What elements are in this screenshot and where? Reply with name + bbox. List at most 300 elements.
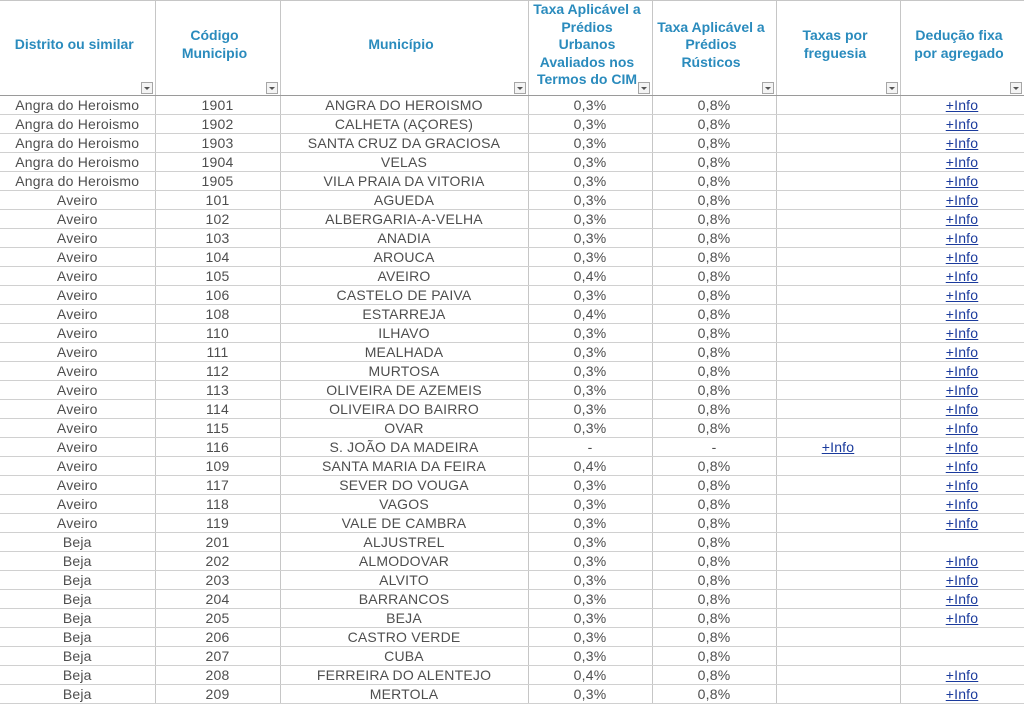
cell-deducao	[900, 513, 1024, 532]
cell-distrito: Beja	[0, 570, 155, 589]
cell-freguesia	[776, 494, 900, 513]
cell-municipio: VAGOS	[280, 494, 528, 513]
cell-municipio: ALJUSTREL	[280, 532, 528, 551]
cell-freguesia	[776, 456, 900, 475]
cell-municipio: MURTOSA	[280, 361, 528, 380]
cell-urbanos: 0,3%	[528, 209, 652, 228]
filter-dropdown-icon[interactable]	[1010, 82, 1022, 94]
cell-municipio: MEALHADA	[280, 342, 528, 361]
info-link[interactable]: +Info	[945, 267, 979, 284]
cell-freguesia	[776, 152, 900, 171]
cell-freguesia	[776, 475, 900, 494]
cell-codigo: 1901	[155, 95, 280, 114]
cell-urbanos: 0,4%	[528, 665, 652, 684]
cell-freguesia	[776, 418, 900, 437]
table-row	[0, 266, 1024, 285]
cell-freguesia	[776, 665, 900, 684]
cell-codigo: 108	[155, 304, 280, 323]
table-row	[0, 513, 1024, 532]
cell-urbanos: 0,3%	[528, 684, 652, 703]
cell-distrito: Aveiro	[0, 190, 155, 209]
cell-urbanos: 0,3%	[528, 114, 652, 133]
info-link[interactable]: +Info	[945, 590, 979, 607]
info-link[interactable]: +Info	[945, 324, 979, 341]
table-row	[0, 418, 1024, 437]
cell-freguesia	[776, 608, 900, 627]
cell-freguesia	[776, 285, 900, 304]
cell-distrito: Angra do Heroismo	[0, 171, 155, 190]
cell-deducao	[900, 285, 1024, 304]
cell-distrito: Aveiro	[0, 456, 155, 475]
cell-freguesia	[776, 589, 900, 608]
cell-codigo: 205	[155, 608, 280, 627]
cell-codigo: 1902	[155, 114, 280, 133]
cell-rusticos: 0,8%	[652, 266, 776, 285]
cell-municipio: AROUCA	[280, 247, 528, 266]
cell-distrito: Angra do Heroismo	[0, 114, 155, 133]
cell-municipio: CUBA	[280, 646, 528, 665]
cell-urbanos: 0,3%	[528, 323, 652, 342]
cell-deducao	[900, 684, 1024, 703]
cell-municipio: SANTA CRUZ DA GRACIOSA	[280, 133, 528, 152]
cell-deducao	[900, 114, 1024, 133]
table-row	[0, 551, 1024, 570]
cell-rusticos: 0,8%	[652, 323, 776, 342]
cell-distrito: Angra do Heroismo	[0, 133, 155, 152]
cell-rusticos: 0,8%	[652, 399, 776, 418]
info-link[interactable]: +Info	[945, 286, 979, 303]
table-row	[0, 608, 1024, 627]
table-row	[0, 133, 1024, 152]
cell-deducao	[900, 532, 1024, 551]
cell-distrito: Aveiro	[0, 437, 155, 456]
cell-deducao	[900, 380, 1024, 399]
filter-dropdown-icon[interactable]	[638, 82, 650, 94]
info-link[interactable]: +Info	[945, 96, 979, 113]
cell-deducao	[900, 646, 1024, 665]
cell-distrito: Angra do Heroismo	[0, 95, 155, 114]
cell-municipio: CASTRO VERDE	[280, 627, 528, 646]
info-link[interactable]: +Info	[945, 495, 979, 512]
filter-dropdown-icon[interactable]	[141, 82, 153, 94]
cell-freguesia	[776, 95, 900, 114]
cell-codigo: 101	[155, 190, 280, 209]
cell-codigo: 204	[155, 589, 280, 608]
cell-rusticos: 0,8%	[652, 95, 776, 114]
cell-rusticos: 0,8%	[652, 133, 776, 152]
cell-urbanos: 0,3%	[528, 247, 652, 266]
info-link[interactable]: +Info	[821, 438, 855, 455]
cell-rusticos: 0,8%	[652, 304, 776, 323]
cell-rusticos: 0,8%	[652, 114, 776, 133]
cell-codigo: 111	[155, 342, 280, 361]
info-link[interactable]: +Info	[945, 134, 979, 151]
cell-freguesia	[776, 133, 900, 152]
cell-urbanos: 0,3%	[528, 133, 652, 152]
cell-urbanos: 0,3%	[528, 570, 652, 589]
cell-municipio: ALBERGARIA-A-VELHA	[280, 209, 528, 228]
header-label: Dedução fixa por agregado	[914, 27, 1004, 61]
cell-municipio: OLIVEIRA DO BAIRRO	[280, 399, 528, 418]
cell-urbanos: 0,3%	[528, 95, 652, 114]
cell-distrito: Aveiro	[0, 342, 155, 361]
cell-municipio: ESTARREJA	[280, 304, 528, 323]
cell-municipio: OVAR	[280, 418, 528, 437]
cell-codigo: 106	[155, 285, 280, 304]
cell-rusticos: 0,8%	[652, 513, 776, 532]
header-row	[0, 1, 1024, 96]
cell-urbanos: 0,3%	[528, 551, 652, 570]
cell-codigo: 209	[155, 684, 280, 703]
cell-freguesia	[776, 171, 900, 190]
cell-urbanos: 0,3%	[528, 342, 652, 361]
cell-municipio: OLIVEIRA DE AZEMEIS	[280, 380, 528, 399]
info-link[interactable]: +Info	[945, 476, 979, 493]
cell-freguesia	[776, 361, 900, 380]
cell-codigo: 118	[155, 494, 280, 513]
cell-urbanos: 0,3%	[528, 228, 652, 247]
cell-deducao	[900, 494, 1024, 513]
cell-distrito: Aveiro	[0, 494, 155, 513]
cell-deducao	[900, 570, 1024, 589]
cell-rusticos: 0,8%	[652, 171, 776, 190]
cell-urbanos: -	[528, 437, 652, 456]
header-taxa-urbanos	[528, 1, 652, 96]
cell-municipio: BEJA	[280, 608, 528, 627]
cell-municipio: ANADIA	[280, 228, 528, 247]
cell-distrito: Aveiro	[0, 266, 155, 285]
cell-urbanos: 0,3%	[528, 608, 652, 627]
cell-rusticos: 0,8%	[652, 456, 776, 475]
cell-urbanos: 0,3%	[528, 532, 652, 551]
table-row	[0, 494, 1024, 513]
cell-urbanos: 0,3%	[528, 646, 652, 665]
cell-deducao	[900, 361, 1024, 380]
cell-urbanos: 0,3%	[528, 475, 652, 494]
info-link[interactable]: +Info	[945, 685, 979, 702]
cell-codigo: 104	[155, 247, 280, 266]
cell-distrito: Aveiro	[0, 304, 155, 323]
info-link[interactable]: +Info	[945, 419, 979, 436]
cell-codigo: 1905	[155, 171, 280, 190]
info-link[interactable]: +Info	[945, 210, 979, 227]
header-label: Taxa Aplicável a Prédios Urbanos Avaliados nos Termos do CIM	[533, 1, 641, 87]
cell-codigo: 201	[155, 532, 280, 551]
cell-municipio: BARRANCOS	[280, 589, 528, 608]
cell-urbanos: 0,4%	[528, 304, 652, 323]
cell-distrito: Aveiro	[0, 247, 155, 266]
cell-urbanos: 0,3%	[528, 152, 652, 171]
cell-distrito: Aveiro	[0, 228, 155, 247]
cell-deducao	[900, 228, 1024, 247]
cell-rusticos: 0,8%	[652, 418, 776, 437]
table-row	[0, 456, 1024, 475]
cell-distrito: Aveiro	[0, 209, 155, 228]
info-link[interactable]: +Info	[945, 457, 979, 474]
header-label: Código Municipio	[181, 27, 248, 61]
cell-municipio: ANGRA DO HEROISMO	[280, 95, 528, 114]
cell-rusticos: 0,8%	[652, 285, 776, 304]
cell-freguesia	[776, 627, 900, 646]
cell-freguesia	[776, 399, 900, 418]
header-distrito	[0, 1, 155, 96]
cell-deducao	[900, 209, 1024, 228]
cell-municipio: SEVER DO VOUGA	[280, 475, 528, 494]
cell-freguesia	[776, 570, 900, 589]
cell-codigo: 202	[155, 551, 280, 570]
cell-rusticos: 0,8%	[652, 608, 776, 627]
info-link[interactable]: +Info	[945, 514, 979, 531]
cell-rusticos: 0,8%	[652, 361, 776, 380]
info-link[interactable]: +Info	[945, 571, 979, 588]
info-link[interactable]: +Info	[945, 343, 979, 360]
cell-deducao	[900, 323, 1024, 342]
header-label: Taxa Aplicável a Prédios Rústicos	[657, 18, 765, 70]
cell-municipio: ALVITO	[280, 570, 528, 589]
cell-distrito: Beja	[0, 608, 155, 627]
header-municipio	[280, 1, 528, 96]
cell-distrito: Beja	[0, 589, 155, 608]
cell-rusticos: 0,8%	[652, 342, 776, 361]
cell-municipio: ILHAVO	[280, 323, 528, 342]
info-link[interactable]: +Info	[945, 381, 979, 398]
cell-rusticos: 0,8%	[652, 380, 776, 399]
cell-rusticos: 0,8%	[652, 570, 776, 589]
table-row	[0, 171, 1024, 190]
cell-urbanos: 0,3%	[528, 399, 652, 418]
table-row	[0, 380, 1024, 399]
cell-deducao	[900, 95, 1024, 114]
info-link[interactable]: +Info	[945, 248, 979, 265]
cell-codigo: 105	[155, 266, 280, 285]
cell-distrito: Aveiro	[0, 475, 155, 494]
table-row	[0, 437, 1024, 456]
info-link[interactable]: +Info	[945, 438, 979, 455]
table-body	[0, 95, 1024, 703]
cell-freguesia	[776, 342, 900, 361]
header-taxas-freguesia	[776, 1, 900, 96]
cell-freguesia	[776, 513, 900, 532]
cell-rusticos: 0,8%	[652, 190, 776, 209]
cell-urbanos: 0,3%	[528, 285, 652, 304]
filter-dropdown-icon[interactable]	[762, 82, 774, 94]
cell-municipio: S. JOÃO DA MADEIRA	[280, 437, 528, 456]
cell-deducao	[900, 247, 1024, 266]
header-taxa-rusticos	[652, 1, 776, 96]
header-codigo	[155, 1, 280, 96]
table-row	[0, 209, 1024, 228]
table-row	[0, 646, 1024, 665]
cell-deducao	[900, 171, 1024, 190]
info-link[interactable]: +Info	[945, 229, 979, 246]
table-row	[0, 247, 1024, 266]
info-link[interactable]: +Info	[945, 552, 979, 569]
cell-codigo: 102	[155, 209, 280, 228]
cell-codigo: 206	[155, 627, 280, 646]
table-row	[0, 399, 1024, 418]
cell-freguesia	[776, 532, 900, 551]
cell-distrito: Beja	[0, 627, 155, 646]
table-row	[0, 627, 1024, 646]
cell-codigo: 1903	[155, 133, 280, 152]
table-row	[0, 684, 1024, 703]
cell-rusticos: -	[652, 437, 776, 456]
cell-rusticos: 0,8%	[652, 589, 776, 608]
table-row	[0, 95, 1024, 114]
table-row	[0, 665, 1024, 684]
cell-deducao	[900, 266, 1024, 285]
cell-deducao	[900, 418, 1024, 437]
cell-municipio: CALHETA (AÇORES)	[280, 114, 528, 133]
cell-freguesia	[776, 684, 900, 703]
table-row	[0, 342, 1024, 361]
table-row	[0, 152, 1024, 171]
filter-dropdown-icon[interactable]	[514, 82, 526, 94]
cell-municipio: FERREIRA DO ALENTEJO	[280, 665, 528, 684]
cell-freguesia	[776, 304, 900, 323]
cell-municipio: AVEIRO	[280, 266, 528, 285]
cell-rusticos: 0,8%	[652, 551, 776, 570]
cell-rusticos: 0,8%	[652, 494, 776, 513]
cell-urbanos: 0,3%	[528, 494, 652, 513]
cell-codigo: 115	[155, 418, 280, 437]
cell-freguesia	[776, 551, 900, 570]
cell-codigo: 112	[155, 361, 280, 380]
cell-deducao	[900, 589, 1024, 608]
cell-distrito: Aveiro	[0, 399, 155, 418]
cell-codigo: 113	[155, 380, 280, 399]
cell-rusticos: 0,8%	[652, 247, 776, 266]
cell-urbanos: 0,3%	[528, 589, 652, 608]
info-link[interactable]: +Info	[945, 153, 979, 170]
cell-urbanos: 0,3%	[528, 513, 652, 532]
cell-urbanos: 0,4%	[528, 266, 652, 285]
cell-deducao	[900, 437, 1024, 456]
cell-rusticos: 0,8%	[652, 152, 776, 171]
cell-codigo: 114	[155, 399, 280, 418]
cell-distrito: Beja	[0, 551, 155, 570]
info-link[interactable]: +Info	[945, 305, 979, 322]
info-link[interactable]: +Info	[945, 172, 979, 189]
cell-codigo: 207	[155, 646, 280, 665]
cell-freguesia	[776, 437, 900, 456]
cell-distrito: Beja	[0, 684, 155, 703]
cell-codigo: 203	[155, 570, 280, 589]
cell-freguesia	[776, 323, 900, 342]
cell-distrito: Angra do Heroismo	[0, 152, 155, 171]
table-row	[0, 190, 1024, 209]
header-label: Taxas por freguesia	[802, 27, 868, 61]
table-row	[0, 323, 1024, 342]
cell-distrito: Aveiro	[0, 361, 155, 380]
cell-deducao	[900, 608, 1024, 627]
header-label: Município	[368, 36, 434, 52]
cell-municipio: AGUEDA	[280, 190, 528, 209]
filter-dropdown-icon[interactable]	[266, 82, 278, 94]
table-row	[0, 589, 1024, 608]
cell-urbanos: 0,3%	[528, 627, 652, 646]
info-link[interactable]: +Info	[945, 400, 979, 417]
cell-urbanos: 0,3%	[528, 361, 652, 380]
cell-deducao	[900, 304, 1024, 323]
cell-codigo: 109	[155, 456, 280, 475]
table-row	[0, 570, 1024, 589]
cell-deducao	[900, 190, 1024, 209]
cell-codigo: 117	[155, 475, 280, 494]
table-row	[0, 114, 1024, 133]
cell-urbanos: 0,3%	[528, 380, 652, 399]
cell-rusticos: 0,8%	[652, 209, 776, 228]
header-label: Distrito ou similar	[14, 36, 134, 52]
cell-rusticos: 0,8%	[652, 228, 776, 247]
cell-freguesia	[776, 266, 900, 285]
table-row	[0, 304, 1024, 323]
table-row	[0, 532, 1024, 551]
cell-codigo: 116	[155, 437, 280, 456]
cell-codigo: 208	[155, 665, 280, 684]
cell-distrito: Beja	[0, 665, 155, 684]
cell-freguesia	[776, 228, 900, 247]
cell-municipio: SANTA MARIA DA FEIRA	[280, 456, 528, 475]
info-link[interactable]: +Info	[945, 115, 979, 132]
table-row	[0, 228, 1024, 247]
cell-codigo: 103	[155, 228, 280, 247]
cell-codigo: 110	[155, 323, 280, 342]
cell-freguesia	[776, 190, 900, 209]
cell-deducao	[900, 665, 1024, 684]
cell-municipio: VILA PRAIA DA VITORIA	[280, 171, 528, 190]
cell-urbanos: 0,3%	[528, 190, 652, 209]
cell-deducao	[900, 133, 1024, 152]
header-deducao	[900, 1, 1024, 96]
filter-dropdown-icon[interactable]	[886, 82, 898, 94]
cell-freguesia	[776, 209, 900, 228]
cell-municipio: CASTELO DE PAIVA	[280, 285, 528, 304]
cell-deducao	[900, 342, 1024, 361]
cell-deducao	[900, 551, 1024, 570]
cell-deducao	[900, 456, 1024, 475]
cell-municipio: ALMODOVAR	[280, 551, 528, 570]
cell-distrito: Beja	[0, 646, 155, 665]
cell-deducao	[900, 399, 1024, 418]
cell-rusticos: 0,8%	[652, 646, 776, 665]
cell-rusticos: 0,8%	[652, 684, 776, 703]
info-link[interactable]: +Info	[945, 609, 979, 626]
cell-deducao	[900, 152, 1024, 171]
cell-freguesia	[776, 247, 900, 266]
table-row	[0, 285, 1024, 304]
cell-urbanos: 0,3%	[528, 418, 652, 437]
cell-rusticos: 0,8%	[652, 665, 776, 684]
cell-urbanos: 0,3%	[528, 171, 652, 190]
cell-distrito: Aveiro	[0, 380, 155, 399]
table-row	[0, 361, 1024, 380]
cell-freguesia	[776, 380, 900, 399]
cell-freguesia	[776, 114, 900, 133]
cell-deducao	[900, 475, 1024, 494]
cell-rusticos: 0,8%	[652, 627, 776, 646]
cell-municipio: VALE DE CAMBRA	[280, 513, 528, 532]
info-link[interactable]: +Info	[945, 362, 979, 379]
cell-distrito: Aveiro	[0, 323, 155, 342]
cell-municipio: VELAS	[280, 152, 528, 171]
cell-distrito: Aveiro	[0, 418, 155, 437]
info-link[interactable]: +Info	[945, 191, 979, 208]
info-link[interactable]: +Info	[945, 666, 979, 683]
cell-distrito: Aveiro	[0, 285, 155, 304]
cell-distrito: Aveiro	[0, 513, 155, 532]
table-header	[0, 1, 1024, 96]
